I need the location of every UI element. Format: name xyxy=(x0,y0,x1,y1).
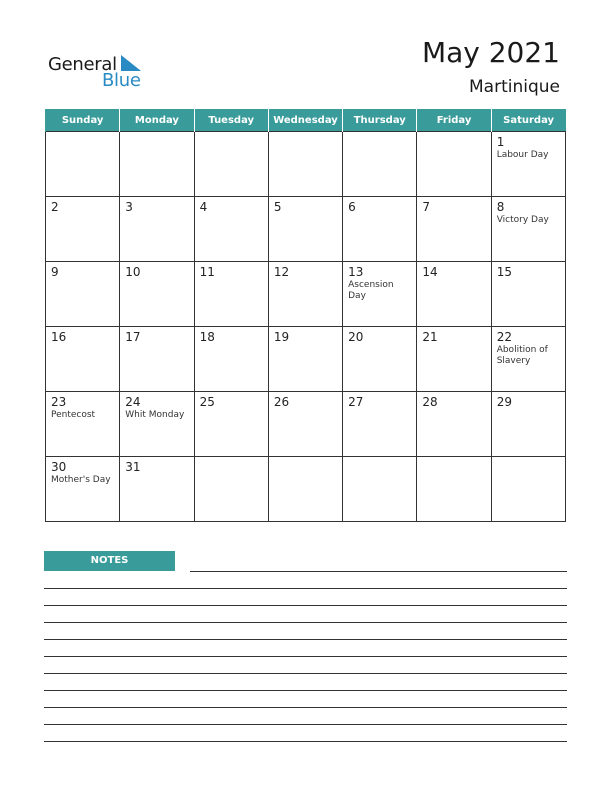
day-number: 9 xyxy=(51,265,59,279)
day-number: 14 xyxy=(422,265,438,279)
day-number: 30 xyxy=(51,460,67,474)
note-line xyxy=(44,639,567,640)
day-number: 17 xyxy=(125,330,141,344)
day-number: 31 xyxy=(125,460,141,474)
day-cell xyxy=(120,262,194,327)
day-cell xyxy=(343,327,417,392)
day-cell xyxy=(46,132,120,197)
day-cell xyxy=(343,457,417,522)
day-cell xyxy=(46,197,120,262)
day-cell xyxy=(120,457,194,522)
day-cell xyxy=(417,262,491,327)
day-cell xyxy=(268,327,342,392)
notes-label: NOTES xyxy=(44,551,175,571)
day-number: 12 xyxy=(273,265,290,279)
holiday-label: Whit Monday xyxy=(125,410,185,420)
weekday-header: Tuesday xyxy=(194,109,268,132)
note-line xyxy=(44,588,567,589)
day-cell xyxy=(268,197,342,262)
day-number: 23 xyxy=(51,395,67,409)
day-number: 18 xyxy=(199,330,215,344)
day-number: 28 xyxy=(422,395,438,409)
day-cell xyxy=(417,457,491,522)
day-cell xyxy=(46,392,120,457)
day-cell xyxy=(491,327,565,392)
day-cell xyxy=(268,262,342,327)
week-row xyxy=(46,262,566,327)
day-cell xyxy=(194,197,268,262)
weekday-header: Saturday xyxy=(491,109,565,132)
day-number: 8 xyxy=(496,200,505,214)
day-cell xyxy=(120,132,194,197)
day-number: 19 xyxy=(273,330,290,344)
day-cell xyxy=(417,392,491,457)
weekday-header: Sunday xyxy=(46,109,120,132)
note-line xyxy=(44,707,567,708)
day-number: 3 xyxy=(125,200,133,214)
day-cell xyxy=(194,457,268,522)
weekday-header: Friday xyxy=(417,109,491,132)
holiday-label: Labour Day xyxy=(496,150,549,160)
weekday-header: Thursday xyxy=(343,109,417,132)
day-cell xyxy=(46,457,120,522)
weekday-header: Monday xyxy=(120,109,194,132)
day-cell xyxy=(417,132,491,197)
page-subtitle: Martinique xyxy=(469,77,560,97)
calendar-grid xyxy=(45,109,566,522)
note-line xyxy=(44,673,567,674)
note-line xyxy=(44,622,567,623)
day-cell xyxy=(120,327,194,392)
week-row xyxy=(46,392,566,457)
blue-triangle-icon xyxy=(121,55,141,71)
day-number: 16 xyxy=(51,330,67,344)
day-number: 7 xyxy=(422,200,431,214)
holiday-label: Pentecost xyxy=(51,410,96,420)
day-number: 25 xyxy=(199,395,215,409)
day-cell xyxy=(268,457,342,522)
day-cell xyxy=(343,132,417,197)
day-cell xyxy=(194,132,268,197)
day-cell xyxy=(417,197,491,262)
day-cell xyxy=(120,197,194,262)
day-number: 21 xyxy=(422,330,438,344)
note-line xyxy=(44,656,567,657)
day-cell xyxy=(46,262,120,327)
week-row xyxy=(46,132,566,197)
week-row xyxy=(46,327,566,392)
logo xyxy=(48,52,148,92)
day-number: 6 xyxy=(348,200,356,214)
weekday-header-row xyxy=(46,109,566,132)
day-number: 20 xyxy=(348,330,364,344)
day-cell xyxy=(46,327,120,392)
day-number: 26 xyxy=(273,395,290,409)
day-cell xyxy=(194,327,268,392)
day-number: 24 xyxy=(125,395,141,409)
logo-general-text: General xyxy=(48,54,117,75)
page-title: May 2021 xyxy=(421,36,560,69)
day-number: 22 xyxy=(496,330,512,344)
note-line xyxy=(44,741,567,742)
day-number: 27 xyxy=(348,395,364,409)
day-number: 11 xyxy=(199,265,215,279)
day-cell xyxy=(343,262,417,327)
day-number: 29 xyxy=(496,395,512,409)
holiday-label: Ascension Day xyxy=(348,280,394,301)
week-row xyxy=(46,457,566,522)
day-cell xyxy=(343,392,417,457)
note-line xyxy=(44,605,567,606)
weekday-header: Wednesday xyxy=(268,109,342,132)
note-line xyxy=(44,690,567,691)
day-cell xyxy=(120,392,194,457)
day-cell xyxy=(491,132,565,197)
logo-blue-text: Blue xyxy=(102,70,141,91)
day-cell xyxy=(194,262,268,327)
day-number: 10 xyxy=(125,265,141,279)
day-cell xyxy=(194,392,268,457)
day-cell xyxy=(491,197,565,262)
day-cell xyxy=(491,457,565,522)
holiday-label: Mother's Day xyxy=(51,475,111,485)
day-number: 2 xyxy=(51,200,59,214)
week-row xyxy=(46,197,566,262)
note-line xyxy=(190,571,567,572)
day-number: 13 xyxy=(348,265,364,279)
day-number: 4 xyxy=(199,200,208,214)
day-cell xyxy=(268,132,342,197)
holiday-label: Victory Day xyxy=(496,215,549,225)
day-cell xyxy=(491,392,565,457)
day-number: 5 xyxy=(273,200,282,214)
holiday-label: Abolition of Slavery xyxy=(496,345,548,366)
day-number: 1 xyxy=(496,135,505,149)
day-cell xyxy=(417,327,491,392)
day-cell xyxy=(343,197,417,262)
day-cell xyxy=(491,262,565,327)
note-line xyxy=(44,724,567,725)
day-number: 15 xyxy=(496,265,512,279)
day-cell xyxy=(268,392,342,457)
